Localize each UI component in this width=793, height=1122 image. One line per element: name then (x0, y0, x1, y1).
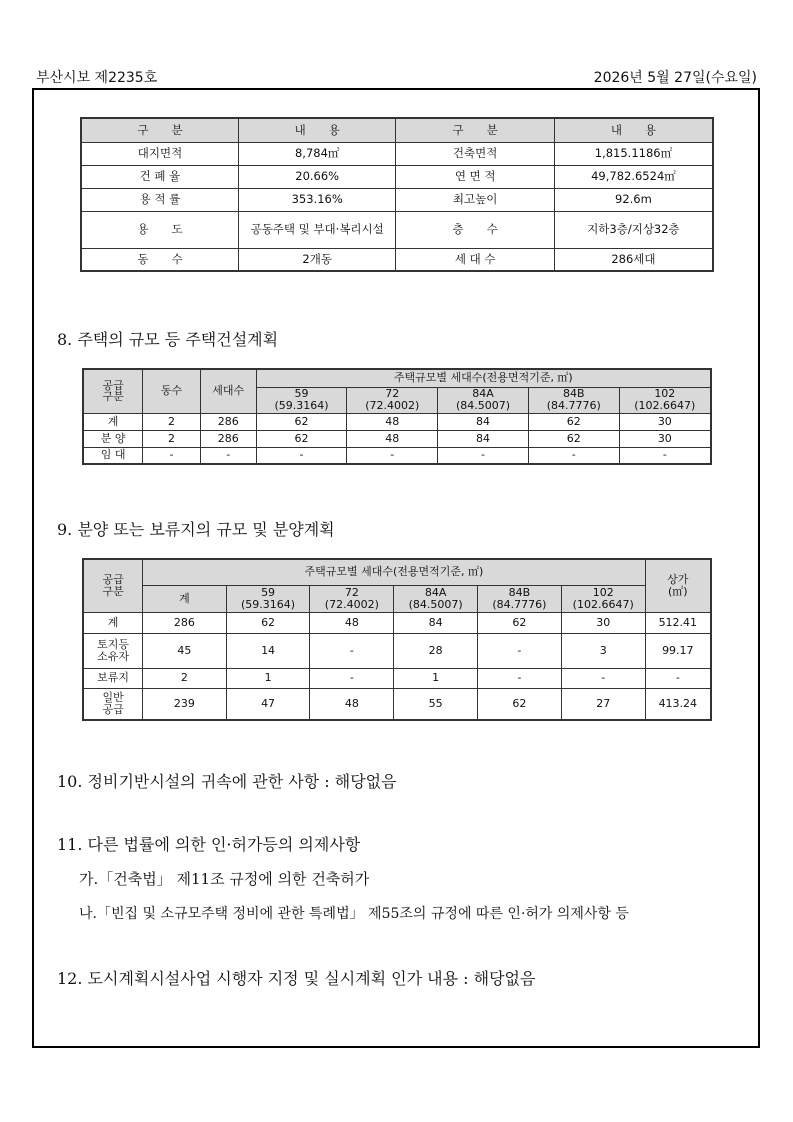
table-cell: 공동주택 및 부대·복리시설 (238, 211, 396, 248)
table-cell: 62 (528, 413, 619, 430)
table-cell: 62 (478, 688, 562, 720)
table-cell: 세 대 수 (396, 248, 554, 271)
table-header-row (83, 369, 711, 387)
size-header: 102 (102.6647) (561, 585, 645, 612)
table-cell: 용 적 률 (81, 188, 238, 211)
table-cell: 30 (561, 612, 645, 633)
bulletin-issue: 부산시보 제2235호 (36, 70, 158, 86)
table-cell: - (438, 447, 529, 464)
table-cell: 1 (394, 668, 478, 688)
table-cell: 층 수 (396, 211, 554, 248)
table-cell: 62 (226, 612, 310, 633)
table-cell: 48 (347, 430, 438, 447)
table-cell: 49,782.6524㎡ (554, 165, 713, 188)
table-cell: 413.24 (645, 688, 711, 720)
size-header: 72 (72.4002) (310, 585, 394, 612)
table-cell: 일반 공급 (83, 688, 143, 720)
table-cell: 47 (226, 688, 310, 720)
table-cell: 보류지 (83, 668, 143, 688)
table-cell: 연 면 적 (396, 165, 554, 188)
table-cell: 84 (438, 413, 529, 430)
table-cell: 2개동 (238, 248, 396, 271)
table-row (83, 668, 711, 688)
table-row (81, 118, 713, 142)
table-cell: 48 (310, 688, 394, 720)
housing-plan-table (82, 368, 712, 465)
table-cell: 3 (561, 633, 645, 668)
table-cell: 토지등 소유자 (83, 633, 143, 668)
table-cell: 512.41 (645, 612, 711, 633)
table-row (83, 430, 711, 447)
table-cell: 62 (256, 413, 347, 430)
table-row (81, 188, 713, 211)
table-cell: 구 분 (396, 118, 554, 142)
table-cell: - (143, 447, 201, 464)
table-cell: - (561, 668, 645, 688)
table-cell: - (478, 633, 562, 668)
size-group-header: 주택규모별 세대수(전용면적기준, ㎡) (256, 369, 711, 387)
table-cell: 27 (561, 688, 645, 720)
section-11-item-a: 가.「건축법」 제11조 규정에 의한 건축허가 (79, 870, 370, 888)
table-row (81, 211, 713, 248)
table-row (83, 447, 711, 464)
table-cell: 2 (143, 413, 201, 430)
supply-header: 공급 구분 (83, 369, 143, 413)
table-cell: 28 (394, 633, 478, 668)
table-cell: 8,784㎡ (238, 142, 396, 165)
table-cell: - (619, 447, 711, 464)
table-row (81, 142, 713, 165)
size-header: 59 (59.3164) (256, 387, 347, 413)
table-cell: 내 용 (554, 118, 713, 142)
size-header: 72 (72.4002) (347, 387, 438, 413)
table-row (81, 248, 713, 271)
table-cell: 동 수 (81, 248, 238, 271)
table-cell: - (310, 668, 394, 688)
table-cell: 용 도 (81, 211, 238, 248)
table-cell: 48 (347, 413, 438, 430)
size-group-header: 주택규모별 세대수(전용면적기준, ㎡) (143, 559, 645, 585)
table-cell: 임 대 (83, 447, 143, 464)
table-cell: 2 (143, 430, 201, 447)
size-header: 84B (84.7776) (478, 585, 562, 612)
table-cell: - (528, 447, 619, 464)
section-11-item-b: 나.「빈집 및 소규모주택 정비에 관한 특례법」 제55조의 규정에 따른 인·허가 의제사항 등 (79, 906, 629, 922)
table-cell: 건축면적 (396, 142, 554, 165)
section-12-title: 12. 도시계획시설사업 시행자 지정 및 실시계획 인가 내용 : 해당없음 (57, 969, 536, 988)
table-cell: 55 (394, 688, 478, 720)
table-cell: 대지면적 (81, 142, 238, 165)
size-header: 59 (59.3164) (226, 585, 310, 612)
summary-table (80, 117, 714, 272)
table-cell: 분 양 (83, 430, 143, 447)
households-header: 세대수 (200, 369, 256, 413)
table-cell: 계 (83, 612, 143, 633)
table-cell: 20.66% (238, 165, 396, 188)
table-cell: - (256, 447, 347, 464)
section-11-title: 11. 다른 법률에 의한 인·허가등의 의제사항 (57, 835, 361, 854)
table-cell: 62 (528, 430, 619, 447)
dong-header: 동수 (143, 369, 201, 413)
table-cell: - (478, 668, 562, 688)
size-header: 84A (84.5007) (438, 387, 529, 413)
table-cell: 353.16% (238, 188, 396, 211)
table-cell: 99.17 (645, 633, 711, 668)
table-cell: 14 (226, 633, 310, 668)
table-cell: 구 분 (81, 118, 238, 142)
table-cell: 계 (83, 413, 143, 430)
table-cell: 30 (619, 413, 711, 430)
table-row (83, 612, 711, 633)
section-9-title: 9. 분양 또는 보류지의 규모 및 분양계획 (57, 520, 335, 539)
table-cell: 62 (478, 612, 562, 633)
section-10-title: 10. 정비기반시설의 귀속에 관한 사항 : 해당없음 (57, 772, 397, 791)
table-cell: 최고높이 (396, 188, 554, 211)
sales-plan-table (82, 558, 712, 721)
shop-header: 상가 (㎡) (645, 559, 711, 612)
table-row (83, 688, 711, 720)
table-cell: 지하3층/지상32층 (554, 211, 713, 248)
table-cell: 62 (256, 430, 347, 447)
total-header: 계 (143, 585, 227, 612)
table-header-row (83, 559, 711, 585)
table-cell: 286세대 (554, 248, 713, 271)
table-row (83, 413, 711, 430)
table-cell: 48 (310, 612, 394, 633)
table-cell: - (310, 633, 394, 668)
table-cell: 84 (438, 430, 529, 447)
table-row (81, 165, 713, 188)
table-header-row (83, 585, 711, 612)
table-cell: 30 (619, 430, 711, 447)
table-cell: 1,815.1186㎡ (554, 142, 713, 165)
table-cell: 239 (143, 688, 227, 720)
size-header: 84A (84.5007) (394, 585, 478, 612)
table-cell: 내 용 (238, 118, 396, 142)
table-cell: 286 (200, 413, 256, 430)
supply-header: 공급 구분 (83, 559, 143, 612)
bulletin-date: 2026년 5월 27일(수요일) (593, 70, 757, 86)
section-8-title: 8. 주택의 규모 등 주택건설계획 (57, 330, 279, 349)
table-cell: 92.6m (554, 188, 713, 211)
table-cell: - (200, 447, 256, 464)
size-header: 84B (84.7776) (528, 387, 619, 413)
table-cell: 2 (143, 668, 227, 688)
table-cell: 1 (226, 668, 310, 688)
table-row (83, 633, 711, 668)
table-cell: 286 (200, 430, 256, 447)
table-cell: 건 폐 율 (81, 165, 238, 188)
table-cell: 45 (143, 633, 227, 668)
table-cell: 286 (143, 612, 227, 633)
table-cell: - (347, 447, 438, 464)
size-header: 102 (102.6647) (619, 387, 711, 413)
table-cell: 84 (394, 612, 478, 633)
table-cell: - (645, 668, 711, 688)
